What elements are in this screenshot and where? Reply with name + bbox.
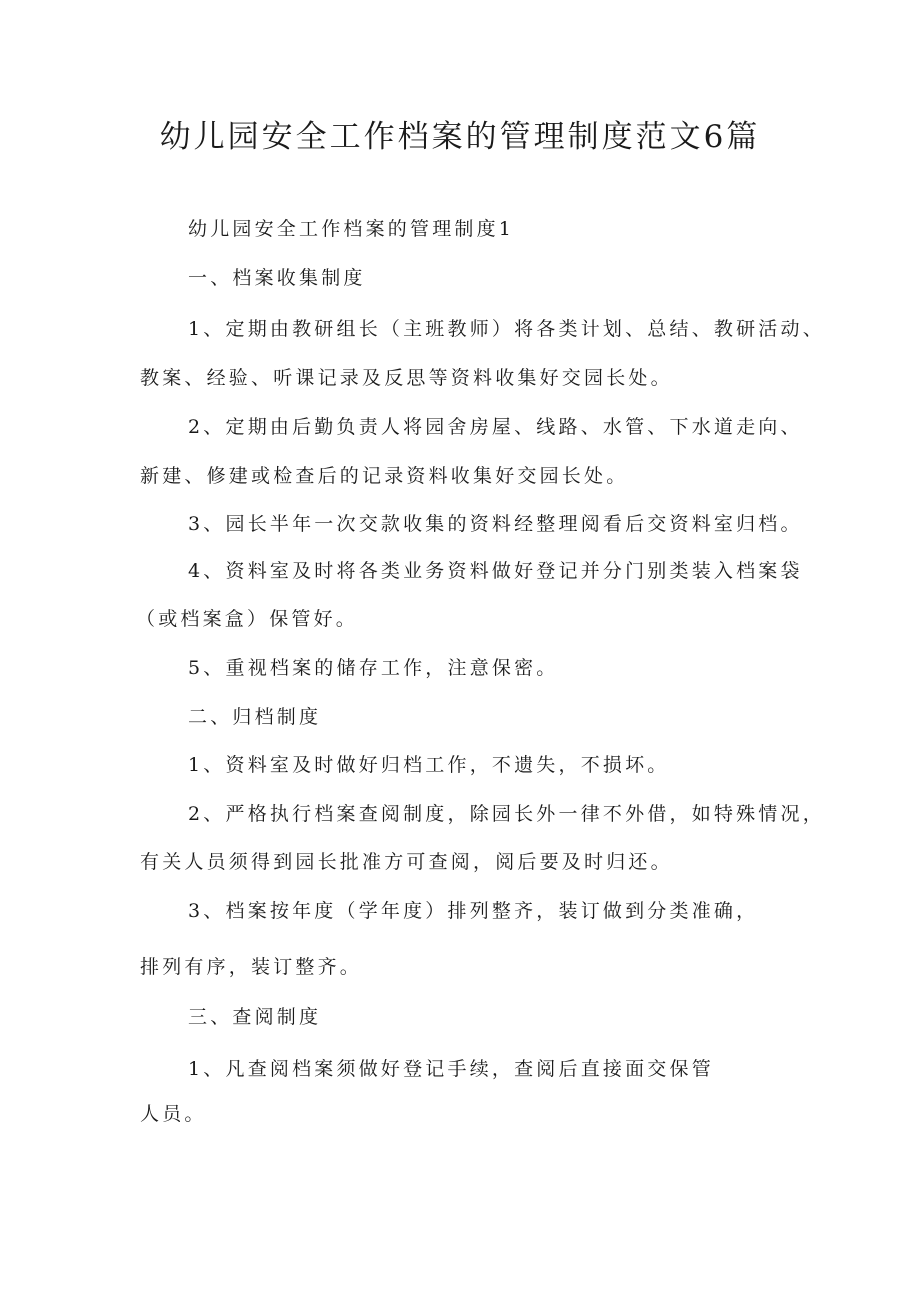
section-heading-collection: 一、档案收集制度: [188, 267, 366, 289]
paragraph-line: 新建、修建或检查后的记录资料收集好交园长处。: [140, 465, 629, 487]
paragraph-line: 2、定期由后勤负责人将园舍房屋、线路、水管、下水道走向、: [188, 416, 803, 438]
section-heading-review: 三、查阅制度: [188, 1006, 322, 1028]
paragraph-line: 3、园长半年一次交款收集的资料经整理阅看后交资料室归档。: [188, 513, 803, 535]
paragraph-line: 5、重视档案的储存工作，注意保密。: [188, 657, 559, 679]
paragraph-line: 1、定期由教研组长（主班教师）将各类计划、总结、教研活动、: [188, 318, 825, 340]
paragraph-line: 1、资料室及时做好归档工作，不遗失，不损坏。: [188, 754, 670, 776]
paragraph-line: 1、凡查阅档案须做好登记手续，查阅后直接面交保管: [188, 1058, 714, 1080]
document-title: 幼儿园安全工作档案的管理制度范文6篇: [159, 119, 761, 155]
paragraph-line: 教案、经验、听课记录及反思等资料收集好交园长处。: [140, 367, 673, 389]
document-subtitle: 幼儿园安全工作档案的管理制度1: [188, 218, 515, 240]
section-heading-filing: 二、归档制度: [188, 706, 322, 728]
paragraph-line: 有关人员须得到园长批准方可查阅，阅后要及时归还。: [140, 851, 673, 873]
paragraph-line: （或档案盒）保管好。: [136, 608, 359, 630]
paragraph-line: 3、档案按年度（学年度）排列整齐，装订做到分类准确，: [188, 900, 759, 922]
paragraph-line: 2、严格执行档案查阅制度，除园长外一律不外借，如特殊情况，: [188, 803, 825, 825]
paragraph-line: 人员。: [140, 1103, 207, 1125]
paragraph-line: 排列有序，装订整齐。: [140, 956, 363, 978]
paragraph-line: 4、资料室及时将各类业务资料做好登记并分门别类装入档案袋: [188, 560, 803, 582]
